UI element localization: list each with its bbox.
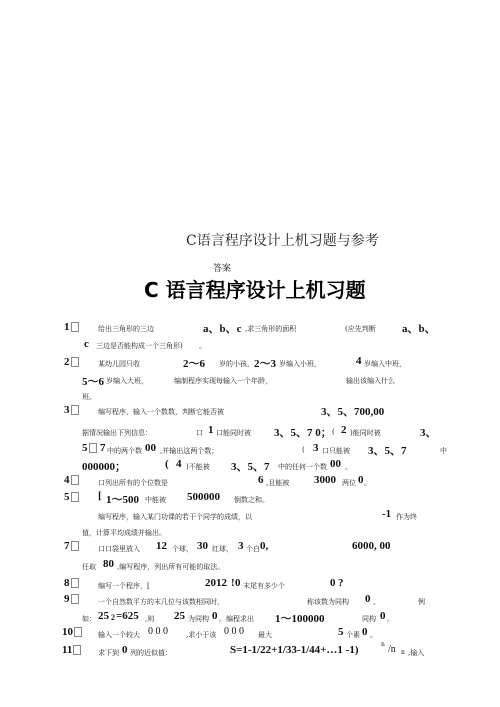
item-10-value: 0 0 0	[224, 626, 244, 637]
item-5-value: -1	[382, 508, 392, 520]
item-3-value: 2	[341, 424, 347, 436]
item-3-number: 3	[64, 404, 79, 416]
item-3-value: 1	[208, 424, 214, 436]
item-1-var-c: c	[84, 338, 89, 350]
item-10-text: 个素	[346, 631, 360, 639]
item-3-text: )不能被	[186, 463, 210, 471]
item-5-value: 1〜500	[106, 494, 139, 506]
item-10-text: 最大	[258, 631, 272, 639]
item-11-text: 求下到	[98, 649, 119, 657]
item-8-value: 0	[235, 577, 241, 589]
item-7-value: 12	[156, 540, 167, 552]
item-11-value: /n	[388, 644, 396, 655]
item-2-text: 编制程序实现每输入一个年龄，	[174, 377, 272, 385]
item-1-text: (应先判断	[345, 325, 376, 333]
item-4-text: 。	[364, 479, 371, 487]
item-4-value: 0	[358, 474, 364, 486]
item-9-value: 1〜100000	[275, 613, 325, 625]
item-9-value: 0	[212, 610, 218, 622]
item-2-text: 岁编入小班，	[279, 360, 321, 368]
item-10-value: 0 0 0	[148, 626, 168, 637]
item-2-text: 岁编入大班，	[106, 377, 148, 385]
document-title-continuation: 答案	[213, 264, 232, 274]
item-9-text: 如：	[82, 615, 96, 623]
item-2-value: 2〜3	[254, 358, 276, 370]
item-2-text: 岁的小孩，	[219, 360, 254, 368]
item-3-value: 5	[82, 442, 97, 454]
item-7-value: 80	[103, 558, 114, 570]
section-heading: C 语言程序设计上机习题	[144, 278, 366, 302]
item-9-text: 为同构	[188, 615, 209, 623]
item-10-text: 。	[370, 631, 377, 639]
item-5-value: [	[98, 490, 102, 502]
item-3-text: 口	[196, 429, 203, 437]
item-4-value: 6	[258, 474, 264, 486]
item-9-number: 9	[64, 593, 79, 605]
item-2-text: 班。	[82, 393, 96, 401]
item-1-text: 给出三角形的三边	[98, 325, 154, 333]
item-9-text: 。编程求出	[219, 615, 254, 623]
item-8-text: 末尾有多少个	[243, 582, 285, 590]
item-8-value: !	[231, 577, 235, 589]
item-7-text: ,编写程序，列出所有可能的取法。	[117, 563, 225, 571]
item-9-superscript: 2	[111, 613, 115, 622]
item-1-text: 。	[199, 342, 206, 350]
item-7-value: 30	[197, 540, 208, 552]
item-11-superscript: n	[381, 641, 385, 648]
item-11-text: 列的近似值：	[130, 649, 172, 657]
item-8-value: 0	[330, 577, 336, 589]
item-3-text: 中的两个数	[107, 447, 142, 455]
item-9-text: 例	[418, 598, 425, 606]
document-title: C语言程序设计上机习题与参考	[186, 233, 379, 249]
item-2-value: 5〜6	[82, 376, 104, 388]
item-3-text: (	[302, 446, 305, 454]
item-3-text: 口能同时被	[216, 429, 251, 437]
item-10-text: 输入一个较大	[98, 631, 140, 639]
item-11-number: 11	[62, 644, 81, 656]
item-2-text: 输出该编入什么	[346, 377, 395, 385]
item-9-value: 25	[174, 610, 185, 622]
item-3-value: 3、5、7	[368, 445, 407, 457]
item-3-value: 3、	[420, 427, 437, 439]
item-3-value: (	[165, 458, 169, 470]
item-3-text: 据情况输出下列信息：	[82, 429, 152, 437]
item-3-value: 7	[100, 442, 106, 454]
item-7-text: 任取	[82, 563, 96, 571]
item-9-value: 0	[380, 610, 386, 622]
item-3-text: 中	[440, 447, 447, 455]
item-8-value: 2012	[205, 577, 227, 589]
item-3-value: 3、5、7 0；	[274, 427, 332, 439]
item-4-text: 口列出所有的个位数是	[98, 479, 168, 487]
item-7-text: 个球，	[172, 545, 193, 553]
item-3-value: 3、5、7	[231, 461, 270, 473]
item-1-text: 三边是否能构成一个三角形)	[96, 342, 183, 350]
item-5-text: 中能被	[145, 496, 166, 504]
item-1-vars: a、b、	[402, 323, 436, 335]
item-5-text: 编写程序，输入某门功课的若干个同学的成绩，以	[98, 513, 252, 521]
item-7-value: 6000, 00	[352, 540, 391, 552]
item-10-text: ,求小于该	[186, 631, 217, 639]
item-5-text: 作为终	[396, 513, 417, 521]
item-3-text: 口只能被	[322, 447, 350, 455]
item-3-value: 000000；	[82, 461, 126, 473]
item-5-number: 5	[64, 491, 79, 503]
item-11-value: 0	[122, 644, 128, 656]
item-4-text: ,且能被	[266, 479, 290, 487]
item-11-formula: S=1-1/22+1/33-1/44+…1 -1)	[230, 644, 359, 656]
item-9-text: 同构	[362, 615, 376, 623]
item-2-value: 2〜6	[183, 358, 205, 370]
item-10-value: 5	[338, 626, 344, 638]
item-8-value: ?	[338, 577, 344, 589]
item-2-text: 岁编入中班，	[364, 360, 406, 368]
item-9-value: 0	[365, 593, 371, 605]
item-9-value: =625	[116, 610, 139, 622]
item-2-value: 4	[356, 355, 362, 367]
item-1-vars: a、b、c	[203, 323, 242, 335]
item-3-value: 00	[330, 458, 341, 470]
item-7-value: 0,	[260, 540, 269, 552]
item-4-number: 4	[64, 474, 79, 486]
item-5-value: 500000	[187, 491, 220, 503]
item-4-text: 两位	[342, 479, 356, 487]
item-11-text: ,输入	[408, 649, 425, 657]
item-9-text: 。	[387, 615, 394, 623]
item-3-text: )能同时被	[350, 429, 381, 437]
item-7-text: 口口袋里放入	[98, 545, 140, 553]
item-2-text: 某幼儿园只收	[98, 360, 140, 368]
item-9-value: 25	[98, 610, 109, 622]
item-3-value: 3	[313, 442, 319, 454]
item-5-text: 值，计算平均成绩并输出。	[82, 529, 166, 537]
item-8-text: 编写一个程序，[	[98, 582, 150, 590]
item-10-value: 0	[362, 626, 368, 638]
item-11-subscript: n	[401, 649, 405, 656]
item-2-number: 2	[64, 356, 79, 368]
item-3-value: 4	[176, 458, 182, 470]
item-7-number: 7	[64, 540, 79, 552]
item-1-text: ,求三角形的面积	[245, 325, 297, 333]
item-3-text: ,并输出这两个数；	[160, 447, 219, 455]
item-1-number: 1	[64, 321, 79, 333]
item-9-text: 一个自然数平方的末几位与该数相同时，	[98, 598, 224, 606]
item-3-value: 00	[145, 442, 156, 454]
item-3-text: 。	[345, 463, 352, 471]
item-3-text: 中的任何一个数	[278, 463, 327, 471]
item-9-text: 。	[373, 598, 380, 606]
item-3-text: (	[332, 428, 335, 436]
item-9-text: ,则	[145, 615, 155, 623]
item-8-number: 8	[64, 577, 79, 589]
item-10-number: 10	[62, 626, 82, 638]
item-3-value: 3、5、700,00	[321, 406, 385, 418]
item-7-value: 3	[238, 540, 244, 552]
item-3-text: 编写程序，输入一个数数，判断它能否被	[98, 408, 224, 416]
item-7-text: 个白	[246, 545, 260, 553]
item-5-text: 倒数之和。	[234, 496, 269, 504]
item-7-text: 红球，	[212, 545, 233, 553]
item-4-value: 3000	[314, 474, 336, 486]
item-9-text: 称该数为同构	[307, 598, 349, 606]
